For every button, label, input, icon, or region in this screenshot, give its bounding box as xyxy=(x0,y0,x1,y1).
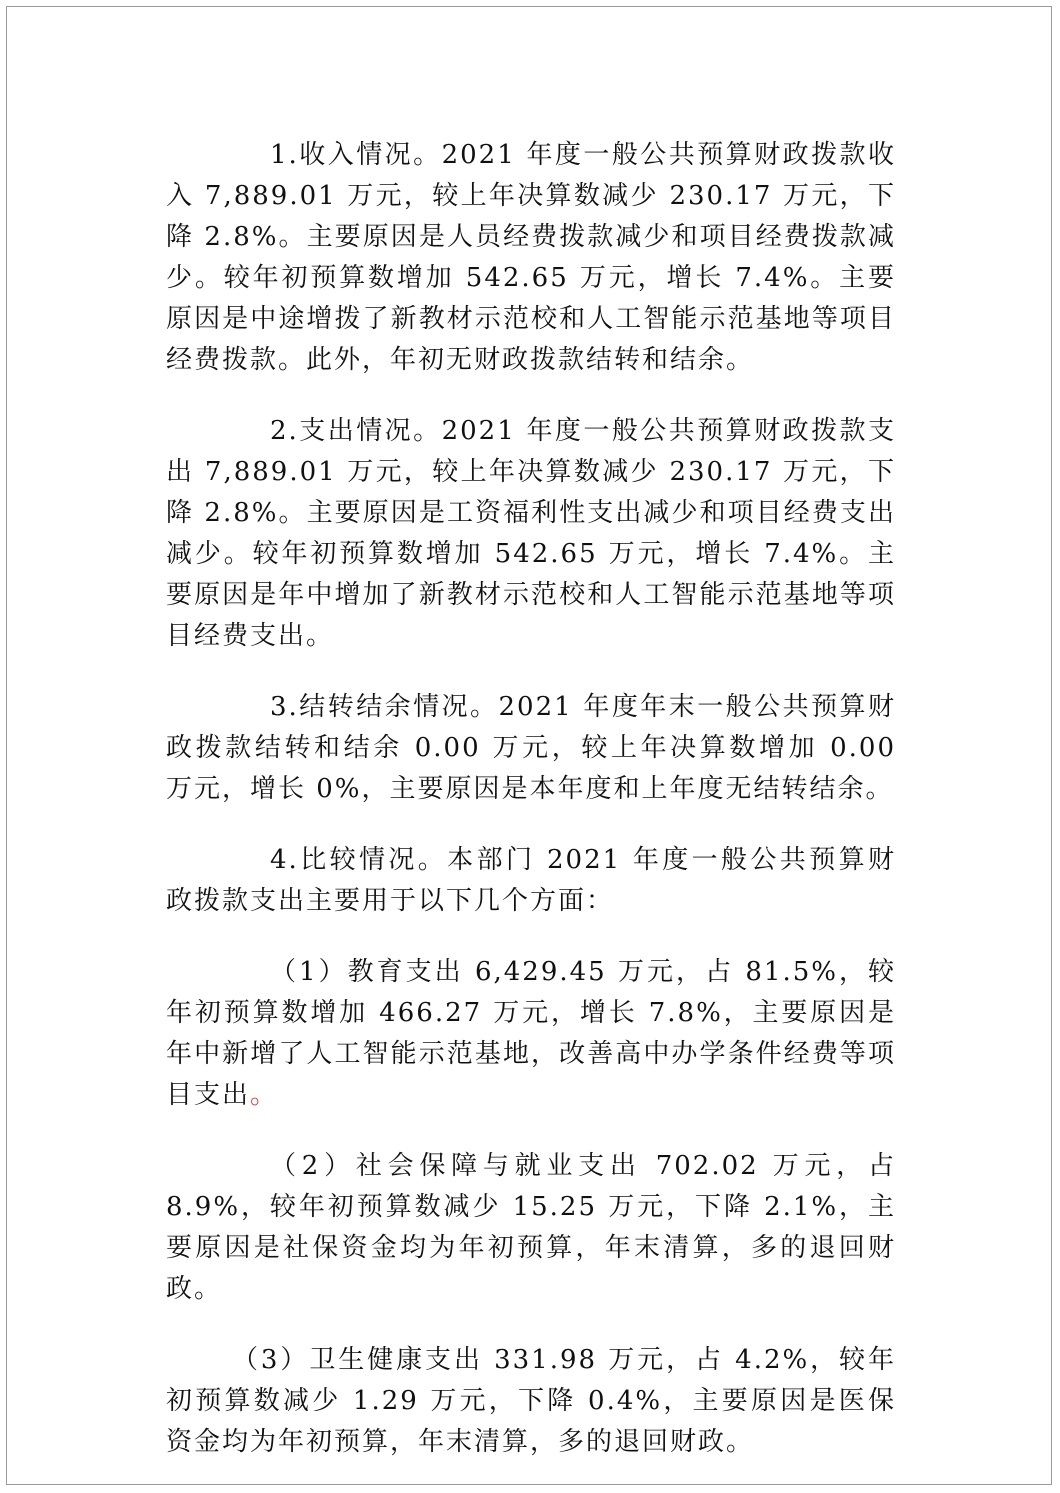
paragraph-carryover: 3.结转结余情况。2021 年度年末一般公共预算财政拨款结转和结余 0.00 万元，较上年决算数增加 0.00 万元，增长 0%，主要原因是本年度和上年度无结转结余。 xyxy=(166,692,896,804)
paragraph-health: （3）卫生健康支出 331.98 万元，占 4.2%，较年初预算数减少 1.29 万元，下降 0.4%，主要原因是医保资金均为年初预算，年末清算，多的退回财政。 xyxy=(166,1345,896,1457)
paragraph-comparison: 4.比较情况。本部门 2021 年度一般公共预算财政拨款支出主要用于以下几个方面： xyxy=(166,845,896,916)
paragraph-expenditure: 2.支出情况。2021 年度一般公共预算财政拨款支出 7,889.01 万元，较上年决算数减少 230.17 万元，下降 2.8%。主要原因是工资福利性支出减少和项目经费支出减少。较年初预算数增加 542.65 万元，增长 7.4%。主要原因是年中增加了新教材示范校和人工智能示范基地等项目经费支出。 xyxy=(166,416,896,651)
red-period-mark: 。 xyxy=(250,1080,279,1110)
paragraph-social-security: （2）社会保障与就业支出 702.02 万元，占 8.9%，较年初预算数减少 15.25 万元，下降 2.1%，主要原因是社保资金均为年初预算，年末清算，多的退回财政。 xyxy=(166,1151,896,1304)
paragraph-education-text: （1）教育支出 6,429.45 万元，占 81.5%，较年初预算数增加 466.27 万元，增长 7.8%，主要原因是年中新增了人工智能示范基地，改善高中办学条件经费等项目支出 xyxy=(166,957,896,1110)
paragraph-income: 1.收入情况。2021 年度一般公共预算财政拨款收入 7,889.01 万元，较上年决算数减少 230.17 万元，下降 2.8%。主要原因是人员经费拨款减少和项目经费拨款减少。较年初预算数增加 542.65 万元，增长 7.4%。主要原因是中途增拨了新教材示范校和人工智能示范基地等项目经费拨款。此外，年初无财政拨款结转和结余。 xyxy=(166,140,896,375)
document-body xyxy=(166,135,896,1463)
paragraph-education xyxy=(166,952,896,1116)
